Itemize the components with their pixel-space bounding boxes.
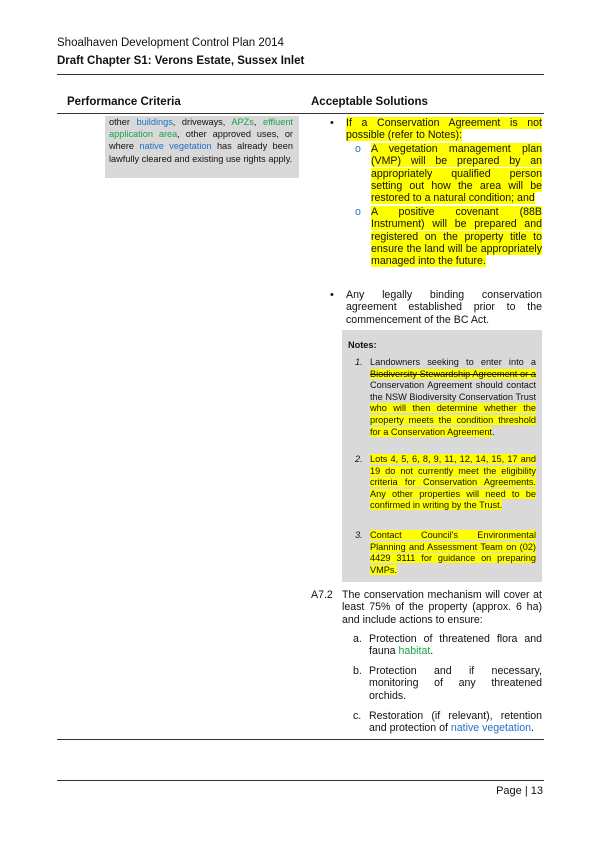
item-a-text: .: [430, 645, 434, 658]
sub-covenant: [371, 206, 542, 267]
table-header-rule: [57, 113, 544, 114]
clause-a72-intro: The conservation mechanism will cover at least 75% of the property (approx. 6 ha) and include actions to ensure:: [342, 589, 542, 626]
col-acceptable-solutions: Acceptable Solutions: [311, 96, 428, 108]
pc-text: has already been lawfully cleared and existing use rights apply.: [109, 141, 293, 164]
note1-text: Conservation Agreement should contact the NSW Biodiversity Conservation Trust: [370, 380, 536, 402]
note3-text: Contact Council's Environmental Planning and Assessment Team on (02) 4429 3111 for guidance on preparing VMPs.: [370, 530, 536, 575]
document-title: Shoalhaven Development Control Plan 2014: [57, 37, 284, 49]
item-c: [369, 710, 542, 735]
notes-box: [342, 330, 542, 582]
sub2-text: A positive covenant (88B Instrument) will be prepared and registered on the property title to ensure the land will be appropriately managed into the future.: [371, 206, 542, 268]
note1-highlight: who will then determine whether the property meets the condition threshold for a Conservation Agreement: [370, 403, 536, 437]
chapter-title: Draft Chapter S1: Verons Estate, Sussex Inlet: [57, 55, 305, 67]
item-c-text: .: [530, 722, 534, 735]
col-performance-criteria: Performance Criteria: [67, 96, 181, 108]
bullet-icon: •: [330, 289, 334, 301]
pc-text: , other approved uses, or where: [109, 129, 293, 152]
note2-text: Lots 4, 5, 6, 8, 9, 11, 12, 14, 15, 17 and 19 do not currently meet the eligibility criteria for Conservation Agreements. Any other properties will need to be confirmed in writing by the Trust.: [370, 454, 536, 511]
sub-vmp: [371, 143, 542, 204]
bullet-conservation-agreement: [346, 117, 542, 142]
pc-text: , driveways,: [172, 117, 232, 127]
clause-label: A7.2: [311, 589, 333, 601]
note-number: 2.: [355, 454, 363, 464]
page-number: Page | 13: [496, 785, 543, 797]
performance-criteria-cell: [105, 116, 299, 178]
circle-bullet-icon: o: [355, 143, 361, 155]
bullet-legal-agreement: Any legally binding conservation agreement established prior to the commencement of the BC Act.: [346, 289, 542, 326]
list-letter: b.: [353, 665, 362, 677]
pc-text: other: [109, 117, 137, 127]
notes-title: Notes:: [348, 340, 377, 350]
term-native-vegetation[interactable]: native vegetation: [450, 722, 531, 735]
sub1-text: A vegetation management plan (VMP) will be prepared by an appropriately qualified person setting out how the area will be restored to a natural condition; and: [371, 143, 542, 205]
bullet1-text: If a Conservation Agreement is not possible (refer to Notes):: [346, 117, 542, 142]
table-bottom-rule: [57, 739, 544, 740]
header-rule: [57, 74, 544, 75]
item-c-text: Restoration (if relevant), retention and protection of: [369, 710, 542, 735]
note-number: 1.: [355, 357, 363, 367]
note1-text: Landowners seeking to enter into a: [370, 357, 536, 367]
term-apzs[interactable]: APZs: [231, 117, 254, 127]
note-2: [370, 454, 536, 512]
note-1: [370, 357, 536, 438]
list-letter: c.: [353, 710, 362, 722]
list-letter: a.: [353, 633, 362, 645]
note-number: 3.: [355, 530, 363, 540]
note1-struck: Biodiversity Stewardship Agreement or a: [370, 368, 536, 379]
pc-text: ,: [253, 117, 264, 127]
note1-text: .: [492, 426, 495, 437]
term-effluent-application-area[interactable]: effluent application area: [109, 117, 293, 140]
term-native-vegetation[interactable]: native vegetation: [139, 141, 212, 152]
item-a: [369, 633, 542, 658]
bullet-icon: •: [330, 117, 334, 129]
term-buildings[interactable]: buildings: [136, 117, 173, 127]
footer-rule: [57, 780, 544, 781]
item-b: Protection and if necessary, monitoring of any threatened orchids.: [369, 665, 542, 702]
note-3: [370, 530, 536, 576]
circle-bullet-icon: o: [355, 206, 361, 218]
term-habitat[interactable]: habitat: [398, 645, 431, 658]
item-a-text: Protection of threatened flora and fauna: [369, 633, 542, 658]
